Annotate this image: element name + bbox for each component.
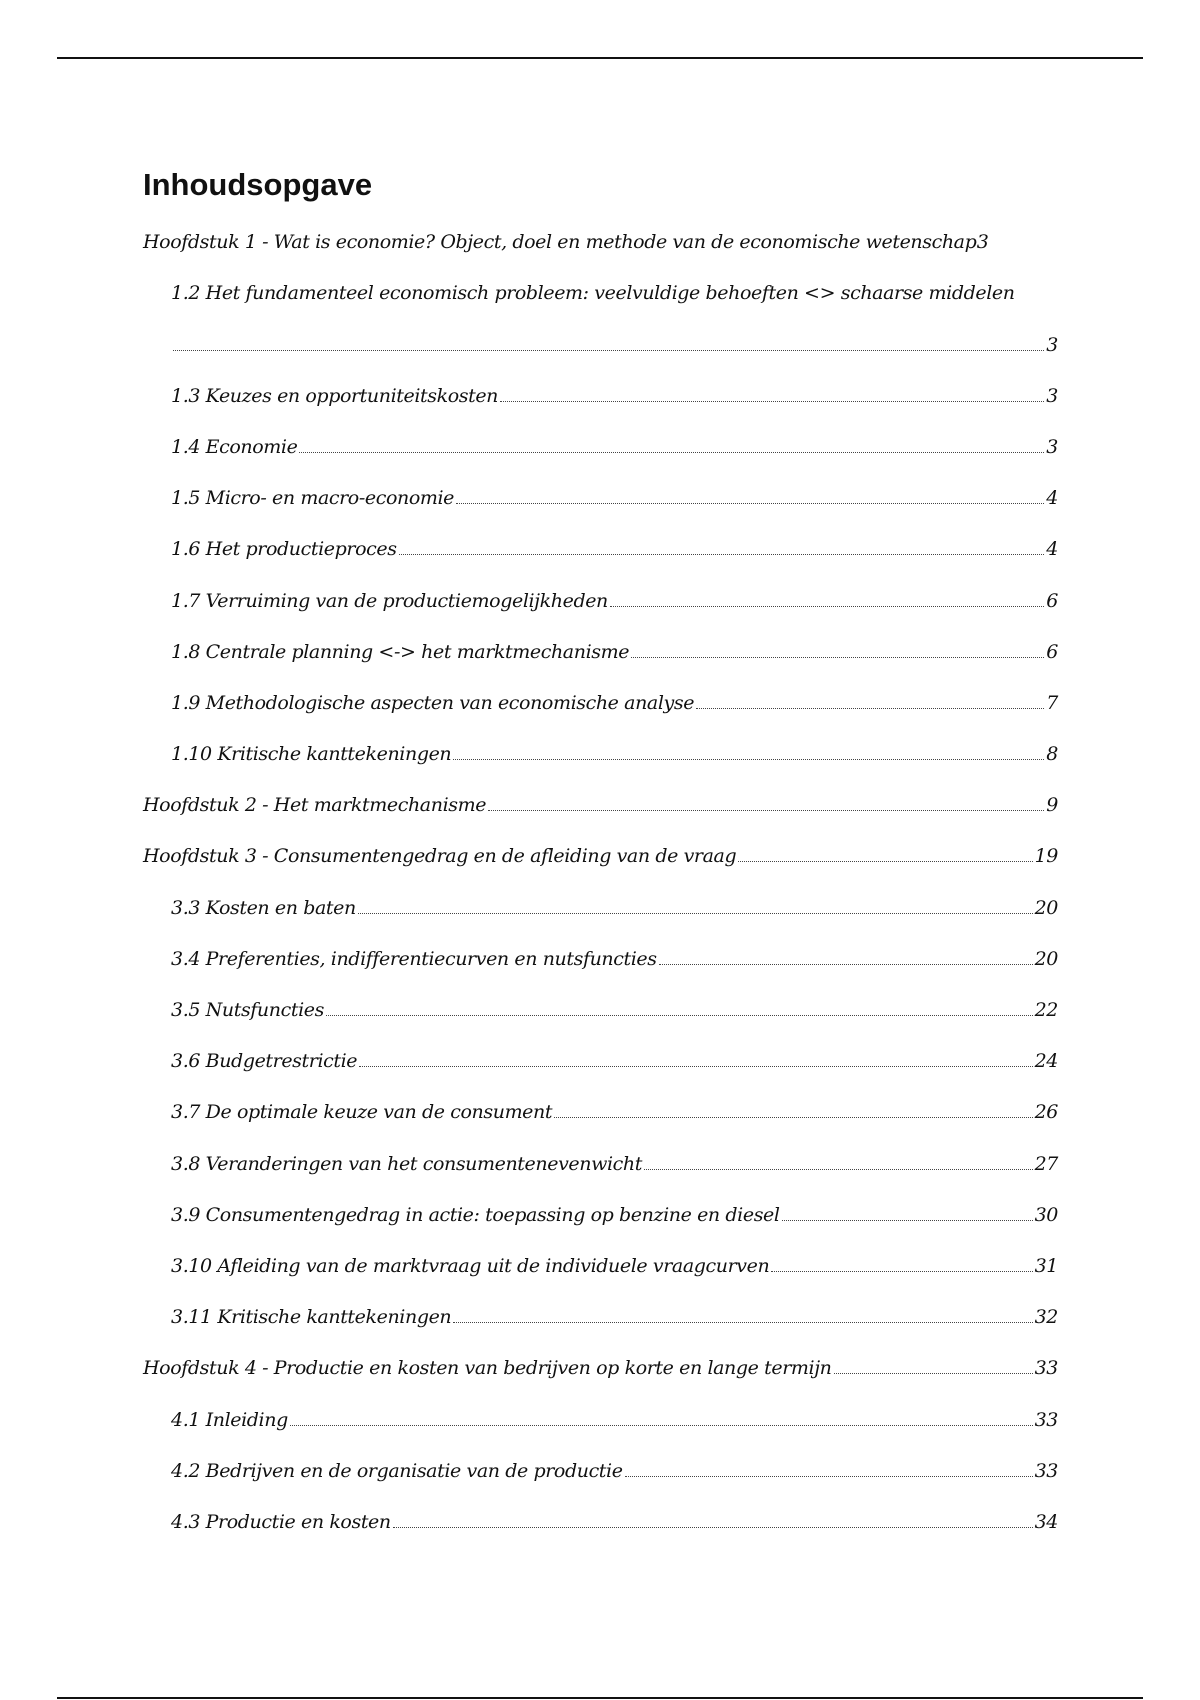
toc-entry-label: 1.3 Keuzes en opportuniteitskosten xyxy=(171,384,499,407)
dot-leader xyxy=(771,1271,1032,1272)
toc-entry-page: 6 xyxy=(1046,640,1058,663)
toc-entry-page: 33 xyxy=(1034,1357,1058,1380)
toc-entry[interactable] xyxy=(143,672,1058,723)
toc-entry-label: Hoofdstuk 1 - Wat is economie? Object, doel en methode van de economische wetenschap xyxy=(143,231,977,254)
toc-entry-label: 1.8 Centrale planning <-> het marktmechanisme xyxy=(171,640,630,663)
toc-entry[interactable] xyxy=(143,1184,1058,1235)
toc-entry-page: 19 xyxy=(1034,845,1058,868)
dot-leader xyxy=(173,350,1044,351)
toc-entry-label: 1.9 Methodologische aspecten van economische analyse xyxy=(171,691,695,714)
toc-entry-label: 4.3 Productie en kosten xyxy=(171,1510,391,1533)
toc-entry-page: 33 xyxy=(1034,1459,1058,1482)
dot-leader xyxy=(299,452,1044,453)
toc-entry-label: 3.6 Budgetrestrictie xyxy=(171,1050,358,1073)
dot-leader xyxy=(834,1373,1033,1374)
toc-entry-label: 3.11 Kritische kanttekeningen xyxy=(171,1306,452,1329)
toc-entry-page: 27 xyxy=(1034,1152,1058,1175)
toc-entry-page: 3 xyxy=(1046,333,1058,356)
toc-entry-page: 24 xyxy=(1034,1050,1058,1073)
toc-entry-page: 31 xyxy=(1034,1254,1058,1277)
toc-entry-page: 3 xyxy=(1046,384,1058,407)
toc-entry[interactable] xyxy=(143,621,1058,672)
dot-leader xyxy=(359,1066,1032,1067)
toc-entry-page: 4 xyxy=(1046,487,1058,510)
toc-entry-label: 3.8 Veranderingen van het consumentenevenwicht xyxy=(171,1152,642,1175)
toc-entry[interactable] xyxy=(143,1388,1058,1439)
toc-entry-page: 20 xyxy=(1034,947,1058,970)
toc-entry-label: 3.4 Preferenties, indifferentiecurven en nutsfuncties xyxy=(171,947,657,970)
toc-entry-label: 1.5 Micro- en macro-economie xyxy=(171,487,454,510)
toc-entry[interactable] xyxy=(143,1337,1058,1388)
dot-leader xyxy=(782,1220,1033,1221)
dot-leader xyxy=(738,861,1032,862)
toc-entry-label: 3.3 Kosten en baten xyxy=(171,896,356,919)
toc-title: Inhoudsopgave xyxy=(143,167,373,202)
toc-entry-label: 1.7 Verruiming van de productiemogelijkheden xyxy=(171,589,608,612)
toc-entry[interactable] xyxy=(143,1030,1058,1081)
dot-leader xyxy=(453,1322,1032,1323)
toc-entry-page: 34 xyxy=(1034,1510,1058,1533)
dot-leader xyxy=(659,964,1033,965)
dot-leader xyxy=(453,759,1044,760)
toc-entry[interactable] xyxy=(143,416,1058,467)
toc-entry-page: 26 xyxy=(1034,1101,1058,1124)
toc-entry-page: 20 xyxy=(1034,896,1058,919)
toc-entry[interactable] xyxy=(143,1286,1058,1337)
toc-entry-page: 3 xyxy=(976,231,989,254)
dot-leader xyxy=(290,1425,1033,1426)
toc-entry-label: 1.4 Economie xyxy=(171,435,298,458)
toc-entry-page: 7 xyxy=(1046,691,1058,714)
toc-entry-label: 1.10 Kritische kanttekeningen xyxy=(171,743,452,766)
toc-entry[interactable] xyxy=(143,1081,1058,1132)
dot-leader xyxy=(631,657,1044,658)
toc-entry-page: 30 xyxy=(1034,1203,1058,1226)
toc-entry-label: 3.10 Afleiding van de marktvraag uit de individuele vraagcurven xyxy=(171,1254,770,1277)
toc-entry-label: 4.2 Bedrijven en de organisatie van de productie xyxy=(171,1459,623,1482)
dot-leader xyxy=(500,401,1044,402)
toc-entry-label: 4.1 Inleiding xyxy=(171,1408,288,1431)
dot-leader xyxy=(696,708,1044,709)
toc-entry-label: Hoofdstuk 4 - Productie en kosten van bedrijven op korte en lange termijn xyxy=(143,1357,832,1380)
dot-leader xyxy=(554,1117,1033,1118)
dot-leader xyxy=(610,606,1044,607)
toc-entry[interactable] xyxy=(143,774,1058,825)
toc-entry[interactable] xyxy=(143,365,1058,416)
toc-entry[interactable] xyxy=(143,928,1058,979)
toc-entry[interactable] xyxy=(143,825,1058,876)
toc-entry-page: 4 xyxy=(1046,538,1058,561)
dot-leader xyxy=(625,1476,1033,1477)
toc-entry-label: Hoofdstuk 2 - Het marktmechanisme xyxy=(143,794,487,817)
header-rule xyxy=(57,57,1143,59)
toc-entry-label: 3.7 De optimale keuze van de consument xyxy=(171,1101,553,1124)
toc-entry-label: 1.6 Het productieproces xyxy=(171,538,397,561)
toc-entry-page: 33 xyxy=(1034,1408,1058,1431)
toc-entry-label: 3.9 Consumentengedrag in actie: toepassing op benzine en diesel xyxy=(171,1203,780,1226)
toc-entry-page: 32 xyxy=(1034,1306,1058,1329)
dot-leader xyxy=(393,1527,1033,1528)
toc-entry[interactable] xyxy=(143,467,1058,518)
toc-entry-label: 3.5 Nutsfuncties xyxy=(171,999,324,1022)
toc-entry[interactable] xyxy=(143,211,1058,262)
toc-entry[interactable] xyxy=(143,1235,1058,1286)
dot-leader xyxy=(399,554,1044,555)
toc-entry-page: 3 xyxy=(1046,435,1058,458)
table-of-contents xyxy=(143,165,1058,1542)
dot-leader xyxy=(326,1015,1033,1016)
toc-entry-page: 9 xyxy=(1046,794,1058,817)
dot-leader xyxy=(644,1169,1033,1170)
toc-entry[interactable] xyxy=(143,1491,1058,1542)
toc-entry-label: Hoofdstuk 3 - Consumentengedrag en de afleiding van de vraag xyxy=(143,845,737,868)
toc-entry[interactable] xyxy=(143,569,1058,620)
toc-entry[interactable] xyxy=(143,1440,1058,1491)
toc-entry[interactable] xyxy=(143,723,1058,774)
toc-entry[interactable] xyxy=(143,518,1058,569)
toc-entry[interactable] xyxy=(143,1132,1058,1183)
toc-entry[interactable] xyxy=(143,876,1058,927)
toc-entry[interactable] xyxy=(143,979,1058,1030)
dot-leader xyxy=(488,810,1044,811)
toc-entry-label: 1.2 Het fundamenteel economisch probleem: veelvuldige behoeften <> schaarse middelen xyxy=(171,282,1015,305)
footer-rule xyxy=(57,1697,1143,1699)
toc-entry-page: 6 xyxy=(1046,589,1058,612)
toc-entry[interactable] xyxy=(143,262,1058,364)
toc-entry-page: 8 xyxy=(1046,743,1058,766)
toc-entry-page: 22 xyxy=(1034,999,1058,1022)
dot-leader xyxy=(456,503,1044,504)
dot-leader xyxy=(358,913,1033,914)
